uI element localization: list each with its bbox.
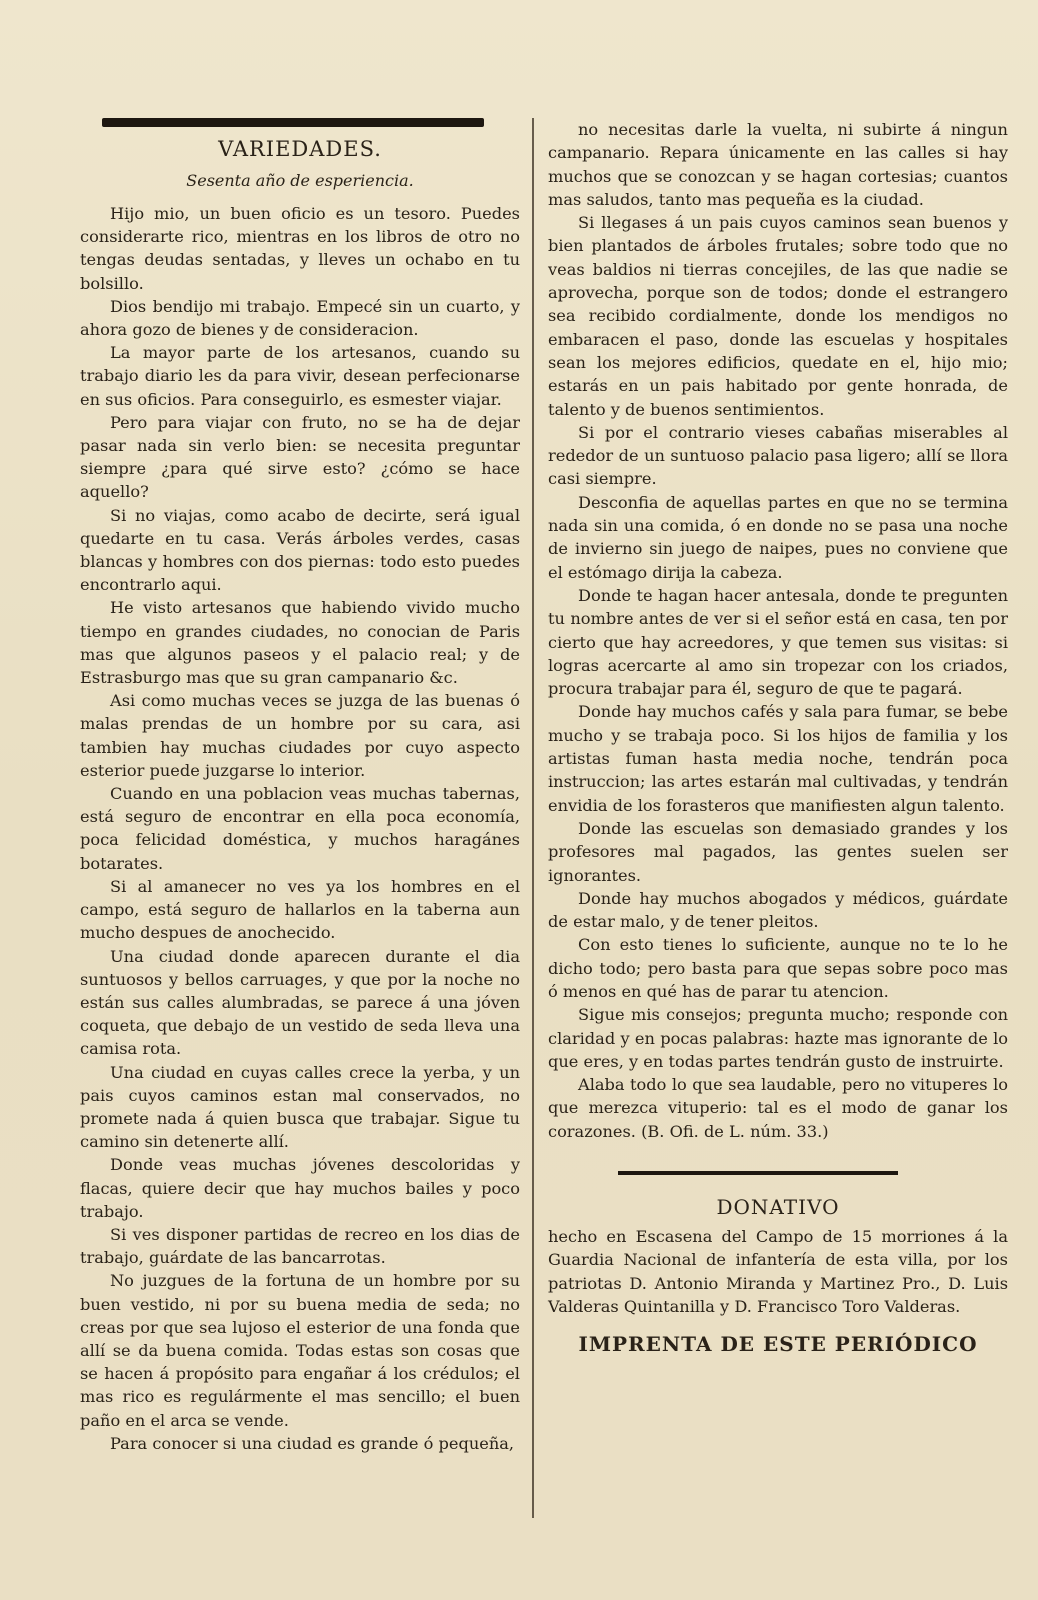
imprint-footer: IMPRENTA DE ESTE PERIÓDICO [578,1332,978,1357]
right-column [548,118,1008,1356]
top-rule [102,118,484,127]
paragraph: Si al amanecer no ves ya los hombres en el campo, está seguro de hallarlos en la taberna aun mucho despues de anochecido. [80,876,520,943]
paragraph: La mayor parte de los artesanos, cuando su trabajo diario les da para vivir, desean perfecionarse en sus oficios. Para conseguirlo, es esmester viajar. [80,343,520,409]
paragraph: Dios bendijo mi trabajo. Empecé sin un cuarto, y ahora gozo de bienes y de consideracion. [80,296,520,340]
paragraph: Asi como muchas veces se juzga de las buenas ó malas prendas de un hombre por su cara, asi tambien hay muchas ciudades por cuyo aspecto esterior puede juzgarse lo interior. [80,691,520,780]
paragraph: Si por el contrario vieses cabañas miserables al rededor de un suntuoso palacio pasa ligero; allí se llora casi siempre. [548,422,1008,489]
article-subtitle: Sesenta año de esperiencia. [186,171,414,190]
section-heading: VARIEDADES. [218,137,382,161]
paragraph: Con esto tienes lo suficiente, aunque no te lo he dicho todo; pero basta para que sepas sobre poco mas ó menos en qué has de parar tu atencion. [548,935,1008,1001]
paragraph: No juzgues de la fortuna de un hombre por su buen vestido, ni por su buena media de seda; no creas por que sea lujoso el esterior de una fonda que allí se da buena comida. Todas estas son cosas que se hacen á propósito para engañar á los crédulos; el mas rico es regulármente el mas sencillo; el buen paño en el arca se vende. [80,1271,520,1430]
paragraph: Donde veas muchas jóvenes descoloridas y flacas, quiere decir que hay muchos bailes y poco trabajo. [80,1155,520,1221]
paragraph: Si no viajas, como acabo de decirte, será igual quedarte en tu casa. Verás árboles verdes, casas blancas y hombres con dos piernas: todo esto puedes encontrarlo aqui. [80,505,520,595]
donativo-text: hecho en Escasena del Campo de 15 morriones á la Guardia Nacional de infantería de esta villa, por los patriotas D. Antonio Miranda y Martinez Pro., D. Luis Valderas Quintanilla y D. Francisco Toro Valderas. [548,1227,1008,1316]
paragraph: Una ciudad en cuyas calles crece la yerba, y un pais cuyos caminos estan mal conservados, no promete nada á quien busca que trabajar. Sigue tu camino sin detenerte allí. [80,1062,520,1152]
paragraph: Para conocer si una ciudad es grande ó pequeña, [110,1433,515,1453]
paragraph: Si ves disponer partidas de recreo en los dias de trabajo, guárdate de las bancarrotas. [80,1224,520,1268]
paragraph: Alaba todo lo que sea laudable, pero no vituperes lo que merezca vituperio: tal es el modo de ganar los corazones. (B. Ofi. de L. núm. 33.) [548,1075,1008,1141]
left-article-body [80,202,520,1455]
section-rule [618,1171,898,1175]
paragraph: Sigue mis consejos; pregunta mucho; responde con claridad y en pocas palabras: hazte mas ignorante de lo que eres, y en todas partes tendrán gusto de instruirte. [548,1005,1008,1071]
paragraph: Si llegases á un pais cuyos caminos sean buenos y bien plantados de árboles frutales; sobre todo que no veas baldios ni tierras concejiles, de las que nadie se aprovecha, porque son de todos; donde el estrangero sea recibido cordialmente, donde los mendigos no embaracen el paso, donde las escuelas y hospitales sean los mejores edificios, quedate en el, hijo mio; estarás en un pais habitado por gente honrada, de talento y de buenos sentimientos. [548,213,1008,419]
paragraph: Donde las escuelas son demasiado grandes y los profesores mal pagados, las gentes suelen ser ignorantes. [548,818,1008,885]
paragraph: Una ciudad donde aparecen durante el dia suntuosos y bellos carruages, y que por la noche no están sus calles alumbradas, se parece á una jóven coqueta, que debajo de un vestido de seda lleva una camisa rota. [80,946,520,1059]
paragraph: no necesitas darle la vuelta, ni subirte á ningun campanario. Repara únicamente en las calles si hay muchos que se conozcan y se hagan cortesias; cuantos mas saludos, tanto mas pequeña es la ciudad. [548,120,1008,209]
donativo-title: DONATIVO [716,1195,840,1220]
paragraph: Donde hay muchos cafés y sala para fumar, se bebe mucho y se trabaja poco. Si los hijos de familia y los artistas fuman hasta media noche, tendrán poca instruccion; las artes estarán mal cultivadas, y tendrán envidia de los forasteros que manifiesten algun talento. [548,702,1008,815]
paragraph: Donde hay muchos abogados y médicos, guárdate de estar malo, y de tener pleitos. [548,888,1008,932]
left-column [80,118,520,1455]
paragraph: Desconfia de aquellas partes en que no se termina nada sin una comida, ó en donde no se pasa una noche de invierno sin juego de naipes, pues no conviene que el estómago dirija la cabeza. [548,492,1008,582]
column-divider [532,118,534,1518]
paragraph: Pero para viajar con fruto, no se ha de dejar pasar nada sin verlo bien: se necesita preguntar siempre ¿para qué sirve esto? ¿cómo se hace aquello? [80,412,520,502]
paragraph: Donde te hagan hacer antesala, donde te pregunten tu nombre antes de ver si el señor está en casa, ten por cierto que hay acreedores, y que temen sus visitas: si logras acercarte al amo sin tropezar con los criados, procura trabajar para él, seguro de que te pagará. [548,585,1008,699]
right-article-body [548,118,1008,1143]
paragraph: Cuando en una poblacion veas muchas tabernas, está seguro de encontrar en ella poca economía, poca felicidad doméstica, y muchos haragánes botarates. [80,784,520,873]
paragraph: He visto artesanos que habiendo vivido mucho tiempo en grandes ciudades, no conocian de Paris mas que algunos paseos y el palacio real; y de Estrasburgo mas que su gran campanario &c. [80,598,520,688]
paragraph: Hijo mio, un buen oficio es un tesoro. Puedes considerarte rico, mientras en los libros de otro no tengas deudas sentadas, y lleves un ochabo en tu bolsillo. [80,204,520,293]
